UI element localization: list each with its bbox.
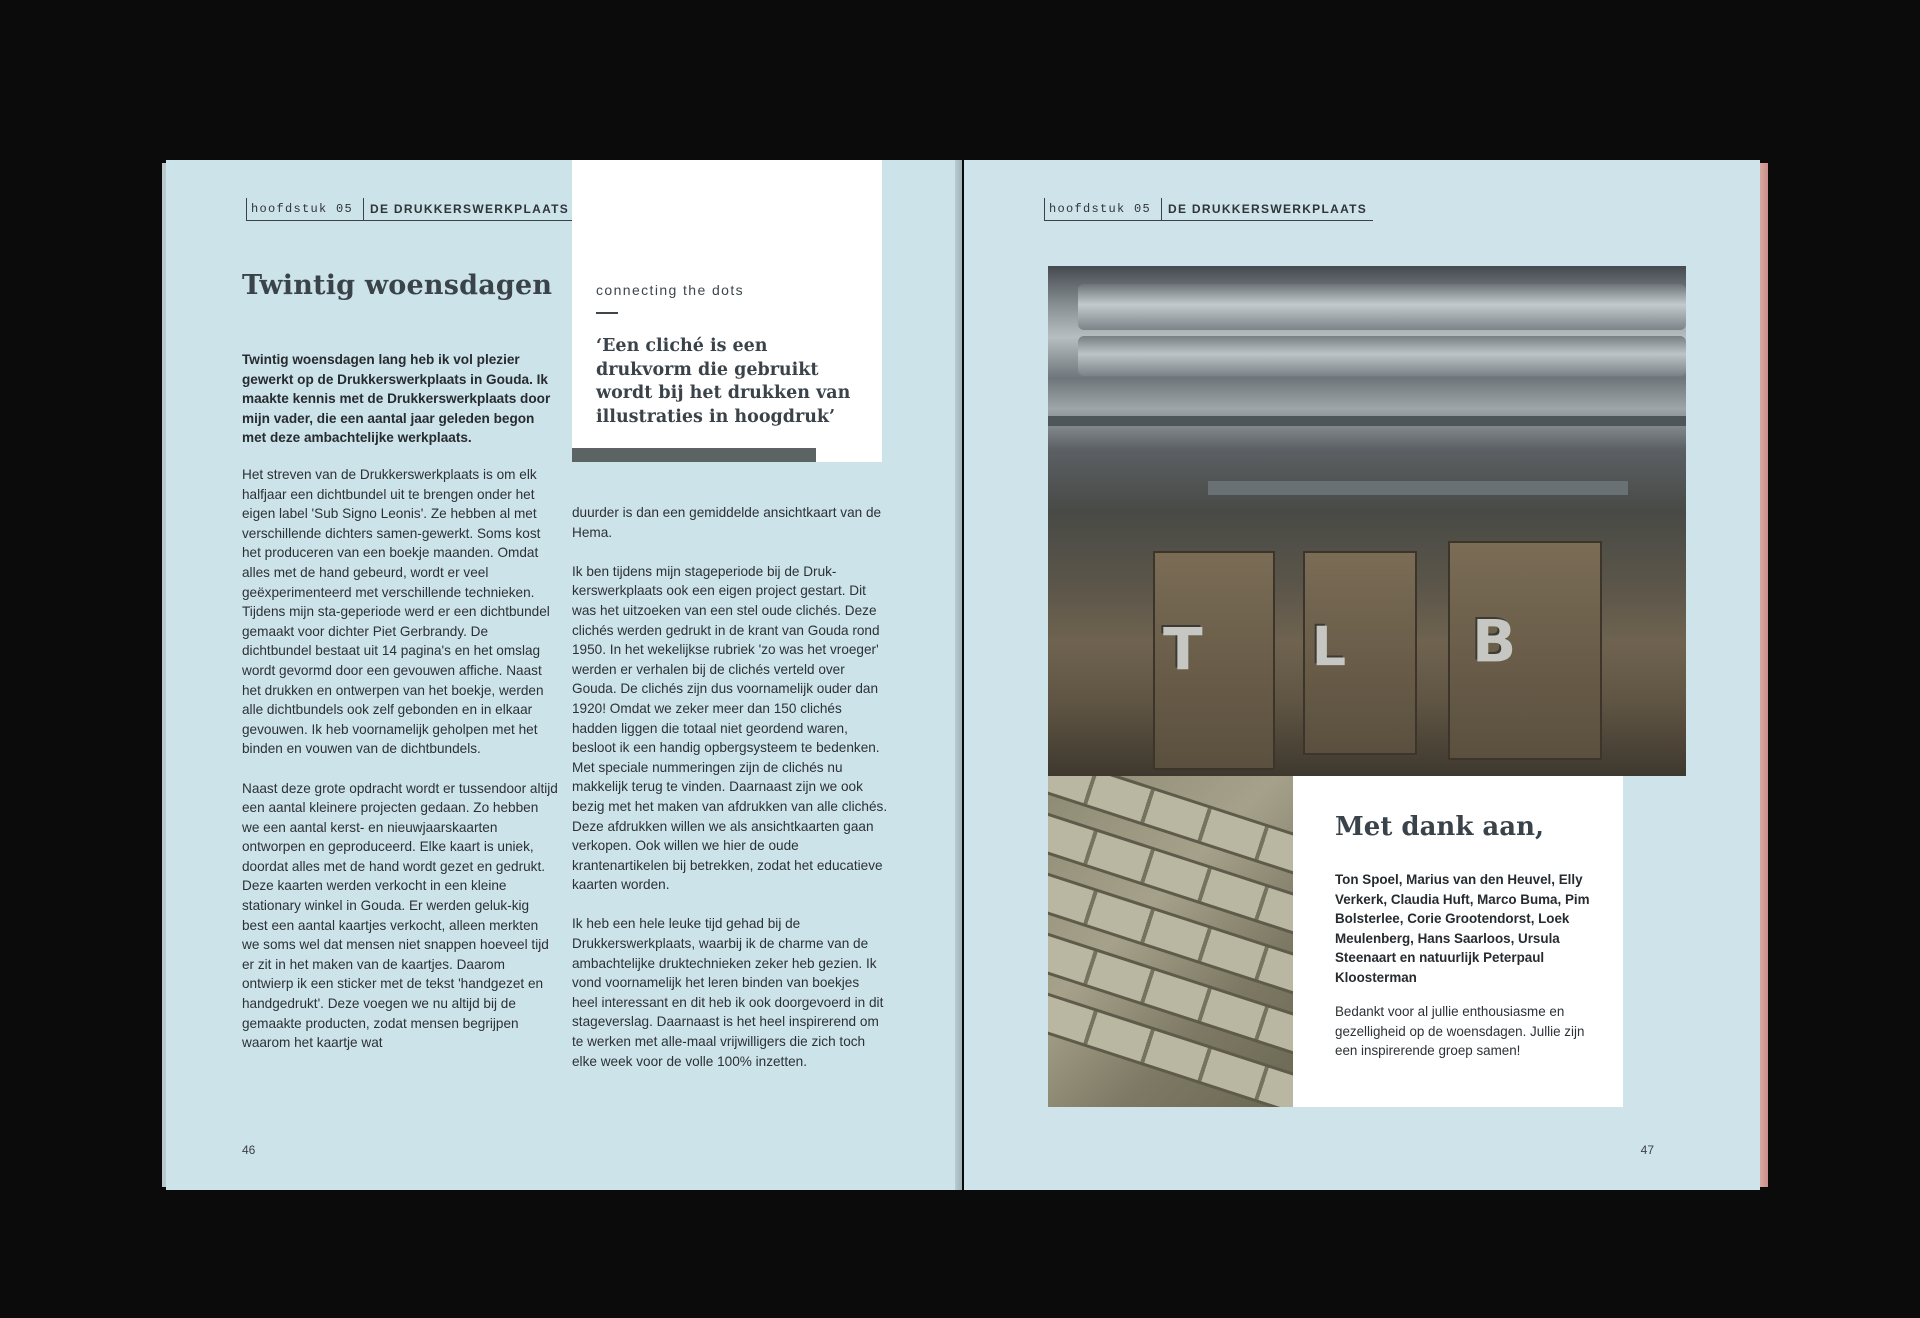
metal-type-letters: ꓭ: [1472, 605, 1517, 673]
right-page: [964, 160, 1760, 1190]
chapter-number: hoofdstuk 05: [1044, 198, 1162, 220]
acknowledgements-note: Bedankt voor al jullie enthousiasme en gezelligheid op de woensdagen. Jullie zijn een inspirerende groep samen!: [1335, 1004, 1585, 1059]
acknowledgements-names: Ton Spoel, Marius van den Heuvel, Elly Verkerk, Claudia Huft, Marco Buma, Pim Bolsterlee, Corie Grootendorst, Loek Meulenberg, Hans Saarloos, Ursula Steenaart en natuurlijk Peterpaul Kloosterman: [1335, 872, 1590, 985]
type-block: [1153, 551, 1275, 770]
quote-kicker: connecting the dots: [596, 282, 745, 298]
printing-press-photo: [1048, 266, 1686, 776]
pull-quote: ‘Een cliché is een drukvorm die gebruikt wordt bij het drukken van illustraties in hoogdruk’: [596, 336, 851, 427]
page-number: 46: [242, 1143, 256, 1157]
page-title: Twintig woensdagen: [242, 270, 553, 301]
body-column-1: [242, 465, 558, 1072]
quote-accent-bar: [572, 448, 816, 462]
left-page: [166, 160, 962, 1190]
chapter-name: DE DRUKKERSWERKPLAATS: [370, 202, 570, 216]
page-number: 47: [1640, 1143, 1654, 1157]
acknowledgements-box: [1293, 776, 1623, 1107]
intro-paragraph: Twintig woensdagen lang heb ik vol plezier gewerkt op de Drukkerswerkplaats in Gouda. Ik maakte kennis met de Drukkerswerkplaats door mijn vader, die een aantal jaar geleden begon met deze ambachtelijke werkplaats.: [242, 352, 551, 446]
metal-type-letters: ꓕ: [1163, 613, 1203, 681]
paragraph: Ik heb een hele leuke tijd gehad bij de Drukkerswerkplaats, waarbij ik de charme van de ambachtelijke druktechnieken zeker heb gezien. Ik vond voornamelijk het leren binden van boekjes heel interessant en dit heb ik ook doorgevoerd in dit stageverslag. Daarnaast is het heel inspirerend om te werken met alle-maal vrijwilligers die zich toch elke week voor de volle 100% inzetten.: [572, 916, 884, 1069]
pull-quote-box: [572, 160, 882, 462]
chapter-header: [246, 198, 575, 221]
type-block: [1448, 541, 1602, 760]
chapter-header: [1044, 198, 1373, 221]
paragraph: Naast deze grote opdracht wordt er tussendoor altijd een aantal kleinere projecten gedaan. Zo hebben we een aantal kerst- en nieuwjaarskaarten ontworpen en geproduceerd. Elke kaart is uniek, doordat alles met de hand wordt gezet en gedrukt. Deze kaarten werden verkocht in een kleine stationary winkel in Gouda. Er werden geluk-kig best een aantal kaartjes verkocht, alleen merkten we soms wel dat mensen niet snappen hoeveel tijd er zit in het maken van de kaartjes. Daarom ontwierp ik een sticker met de tekst 'handgezet en handgedrukt'. Deze voegen we nu altijd bij de gemaakte producten, zodat mensen begrijpen waarom het kaartje wat: [242, 780, 558, 1051]
press-roller: [1078, 336, 1686, 376]
body-column-2: [572, 503, 888, 1091]
paragraph: Ik ben tijdens mijn stageperiode bij de Druk-kerswerkplaats ook een eigen project gestart. Dit was het uitzoeken van een stel oude clichés. Deze clichés werden gedrukt in de krant van Gouda rond 1950. In het wekelijkse rubriek 'zo was het vroeger' werden er verhalen bij de clichés verteld over Gouda. De clichés zijn dus voornamelijk ouder dan 1920! Omdat we zeker meer dan 150 clichés hadden liggen die totaal niet geordend waren, besloot ik een handig opbergsysteem te bedenken. Met speciale nummeringen zijn de clichés nu makkelijk terug te vinden. Daarnaast zijn we ook bezig met het maken van afdrukken van alle clichés. Deze afdrukken willen we als ansichtkaarten gaan verkopen. Ook willen we hier de oude krantenartikelen bij betrekken, zodat het educatieve kaarten worden.: [572, 563, 888, 893]
quote-divider: [596, 312, 618, 314]
paragraph: duurder is dan een gemiddelde ansichtkaart van de Hema.: [572, 505, 882, 540]
paragraph: Het streven van de Drukkerswerkplaats is om elk halfjaar een dichtbundel uit te brengen onder het eigen label 'Sub Signo Leonis'. Ze hebben al met verschillende dichters samen-gewerkt. Soms kost het produceren van een boekje maanden. Omdat alles met de hand gebeurd, wordt er veel geëxperimenteerd met verschillende technieken. Tijdens mijn sta-geperiode werd er een dichtbundel gemaakt voor dichter Piet Gerbrandy. De dichtbundel bestaat uit 14 pagina's en het omslag wordt gevormd door een gevouwen affiche. Naast het drukken en ontwerpen van het boekje, werden alle dichtbundels ook zelf gebonden en in elkaar gevouwen. Ik heb voornamelijk geholpen met het binden en vouwen van de dichtbundels.: [242, 467, 550, 757]
press-roller: [1078, 284, 1686, 330]
page-edge-right: [1760, 163, 1768, 1187]
press-rail: [1048, 416, 1686, 426]
chapter-name: DE DRUKKERSWERKPLAATS: [1168, 202, 1368, 216]
metal-type-letters: ꓶ: [1315, 613, 1346, 676]
press-rail: [1208, 481, 1628, 495]
type-case-photo: [1048, 776, 1293, 1107]
acknowledgements-title: Met dank aan,: [1335, 812, 1545, 842]
chapter-number: hoofdstuk 05: [246, 198, 364, 220]
type-block: [1303, 551, 1417, 755]
